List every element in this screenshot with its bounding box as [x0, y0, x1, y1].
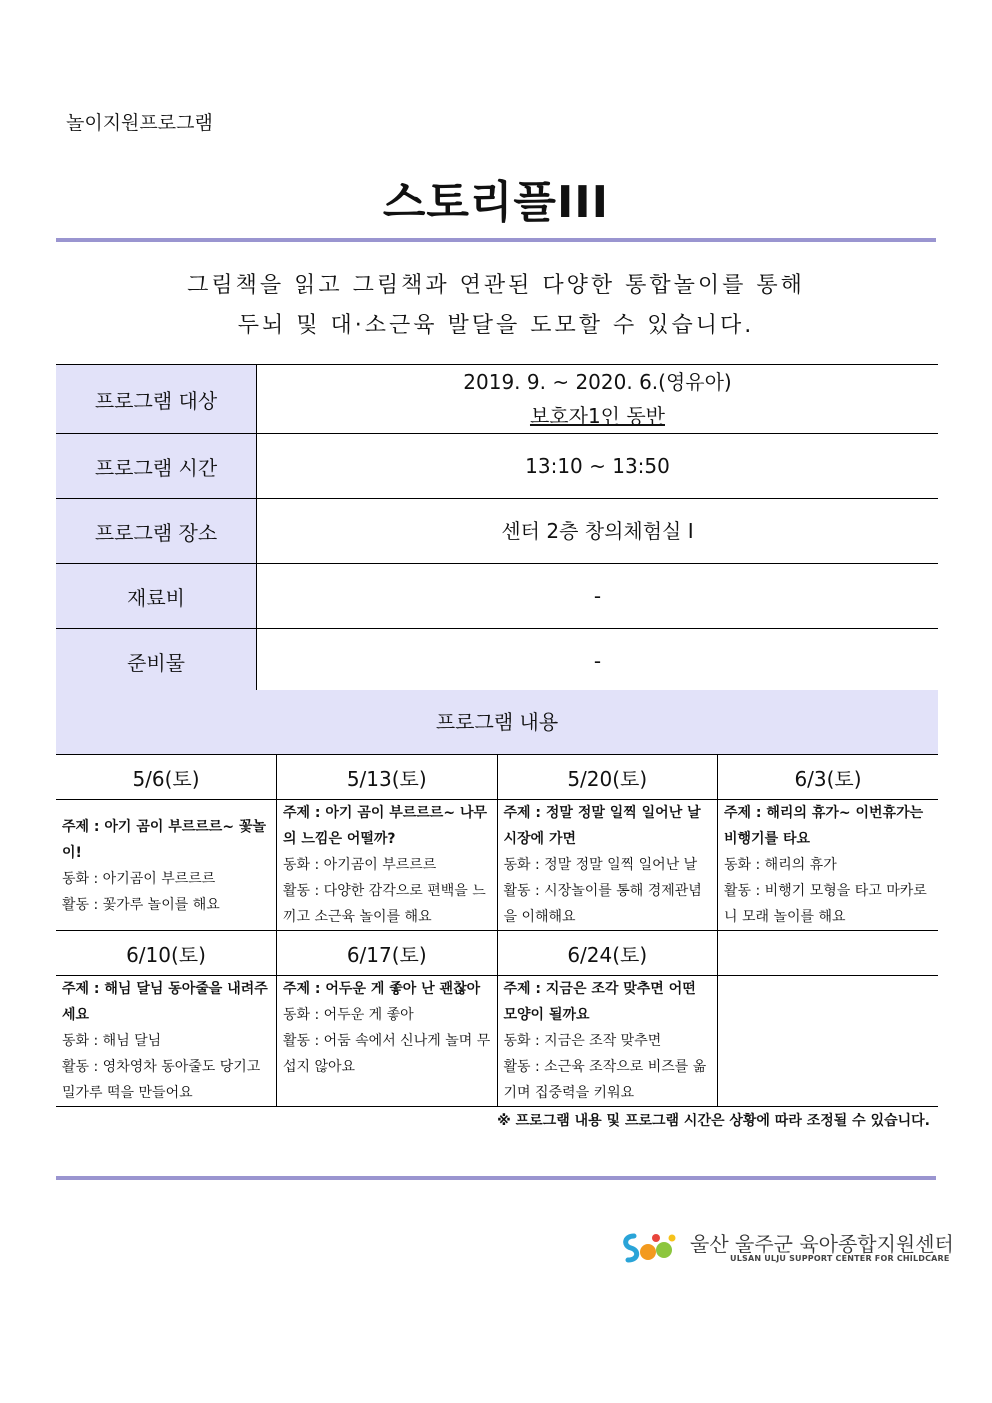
session-topic: 주제 : 해리의 휴가~ 이번휴가는 비행기를 타요 — [724, 805, 924, 847]
intro-line-2: 두뇌 및 대·소근육 발달을 도모할 수 있습니다. — [237, 313, 755, 338]
place-value: 센터 2층 창의체험실 I — [257, 499, 939, 564]
session-date: 5/6(토) — [56, 755, 277, 800]
content-header: 프로그램 내용 — [56, 690, 938, 755]
prep-value: - — [257, 629, 939, 694]
fee-value: - — [257, 564, 939, 629]
place-row — [56, 499, 938, 564]
schedule-body-row — [56, 800, 938, 931]
session-detail — [718, 800, 939, 931]
session-topic: 주제 : 어두운 게 좋아 난 괜찮아 — [283, 981, 481, 997]
program-category: 놀이지원프로그램 — [66, 112, 213, 134]
target-label: 프로그램 대상 — [56, 365, 257, 434]
empty-cell — [718, 976, 939, 1107]
place-label: 프로그램 장소 — [56, 499, 257, 564]
bottom-divider — [56, 1176, 936, 1180]
session-date: 6/24(토) — [497, 931, 718, 976]
session-date: 6/17(토) — [277, 931, 498, 976]
program-info-table — [56, 364, 938, 694]
session-activity: 활동 : 소근육 조작으로 비즈를 옮기며 집중력을 키워요 — [503, 1059, 707, 1101]
session-detail — [497, 976, 718, 1107]
session-date: 6/10(토) — [56, 931, 277, 976]
center-name-english: ULSAN ULJU SUPPORT CENTER FOR CHILDCARE — [730, 1254, 950, 1263]
target-row — [56, 365, 938, 434]
time-label: 프로그램 시간 — [56, 434, 257, 499]
schedule-body-row — [56, 976, 938, 1107]
session-date: 6/3(토) — [718, 755, 939, 800]
center-name-korean: 울산 울주군 육아종합지원센터 — [690, 1232, 954, 1256]
session-story: 동화 : 아기곰이 부르르르 — [62, 871, 216, 887]
top-divider — [56, 238, 936, 242]
session-detail — [56, 800, 277, 931]
target-note: 보호자1인 동반 — [529, 404, 665, 428]
session-story: 동화 : 지금은 조작 맞추면 — [503, 1033, 662, 1049]
session-date: 5/13(토) — [277, 755, 498, 800]
target-value — [257, 365, 939, 434]
session-date: 5/20(토) — [497, 755, 718, 800]
schedule-note: ※ 프로그램 내용 및 프로그램 시간은 상황에 따라 조정될 수 있습니다. — [497, 1113, 930, 1129]
center-logo-mark — [620, 1230, 682, 1266]
fee-row — [56, 564, 938, 629]
page-title: 스토리플III — [382, 177, 610, 228]
schedule-date-row — [56, 755, 938, 800]
target-period: 2019. 9. ~ 2020. 6.(영유아) — [463, 370, 732, 394]
session-topic: 주제 : 정말 정말 일찍 일어난 날 시장에 가면 — [503, 805, 701, 847]
session-topic: 주제 : 지금은 조각 맞추면 어떤 모양이 될까요 — [503, 981, 696, 1023]
session-story: 동화 : 해리의 휴가 — [724, 857, 837, 873]
session-topic: 주제 : 아기 곰이 부르르르~ 나무의 느낌은 어떨까? — [283, 805, 487, 847]
empty-cell — [718, 931, 939, 976]
session-story: 동화 : 어두운 게 좋아 — [283, 1007, 414, 1023]
session-story: 동화 : 정말 정말 일찍 일어난 날 — [503, 857, 698, 873]
prep-row — [56, 629, 938, 694]
session-topic: 주제 : 아기 곰이 부르르르~ 꽃놀이! — [62, 819, 266, 861]
fee-label: 재료비 — [56, 564, 257, 629]
intro-line-1: 그림책을 읽고 그림책과 연관된 다양한 통합놀이를 통해 — [187, 273, 805, 298]
schedule-table — [56, 755, 938, 1107]
session-detail — [56, 976, 277, 1107]
schedule-date-row — [56, 931, 938, 976]
session-story: 동화 : 아기곰이 부르르르 — [283, 857, 437, 873]
prep-label: 준비물 — [56, 629, 257, 694]
session-topic: 주제 : 해님 달님 동아줄을 내려주세요 — [62, 981, 268, 1023]
session-activity: 활동 : 다양한 감각으로 편백을 느끼고 소근육 놀이를 해요 — [283, 883, 486, 925]
session-story: 동화 : 해님 달님 — [62, 1033, 162, 1049]
session-activity: 활동 : 영차영차 동아줄도 당기고 밀가루 떡을 만들어요 — [62, 1059, 261, 1101]
time-row — [56, 434, 938, 499]
session-detail — [277, 800, 498, 931]
session-activity: 활동 : 시장놀이를 통해 경제관념을 이해해요 — [503, 883, 702, 925]
session-activity: 활동 : 꽃가루 놀이를 해요 — [62, 897, 220, 913]
session-activity: 활동 : 어둠 속에서 신나게 놀며 무섭지 않아요 — [283, 1033, 491, 1075]
center-logo — [620, 1226, 954, 1270]
session-detail — [497, 800, 718, 931]
time-value: 13:10 ~ 13:50 — [257, 434, 939, 499]
session-detail — [277, 976, 498, 1107]
session-activity: 활동 : 비행기 모형을 타고 마카로니 모래 놀이를 해요 — [724, 883, 927, 925]
